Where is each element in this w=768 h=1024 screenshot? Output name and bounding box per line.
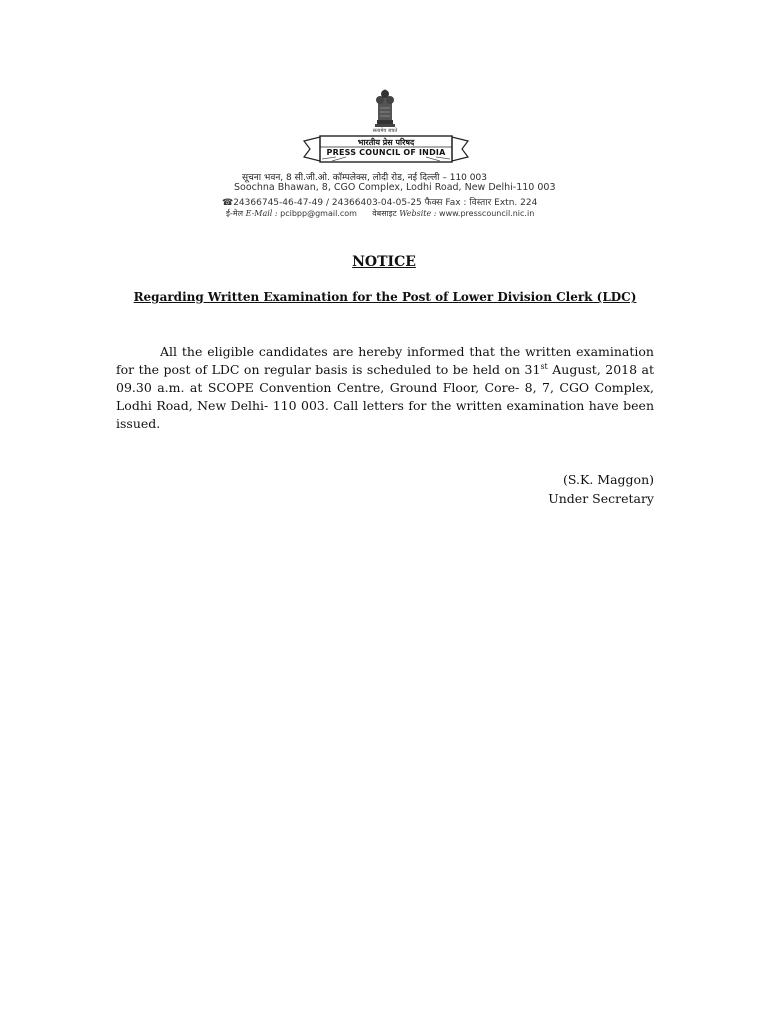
website-link[interactable]: www.presscouncil.nic.in [439, 209, 535, 218]
notice-body-part2: August, 2018 at 09.30 a.m. at SCOPE Convention Centre, Ground Floor, Core- 8, 7, CGO Complex, Lodhi Road, New Delhi- 110 003. Call letters for the written examination have been issued. [116, 362, 655, 431]
contact-line [226, 208, 558, 219]
letterhead [220, 84, 556, 224]
email-label-hindi: ई-मेल [226, 209, 244, 218]
email-label: E-Mail : [245, 209, 278, 218]
date-ordinal-superscript: st [540, 361, 548, 371]
email-address[interactable]: pcibpp@gmail.com [280, 209, 357, 218]
signatory-title: Under Secretary [548, 491, 654, 506]
signature-block [548, 470, 654, 508]
notice-body [116, 343, 654, 433]
banner-english-name: PRESS COUNCIL OF INDIA [326, 148, 446, 157]
phone-fax-line: ☎24366745-46-47-49 / 24366403-04-05-25 फैक्स Fax : विस्तार Extn. 224 [222, 198, 538, 208]
banner-hindi-name: भारतीय प्रेस परिषद [357, 138, 415, 147]
address-english: Soochna Bhawan, 8, CGO Complex, Lodhi Road, New Delhi-110 003 [234, 182, 556, 193]
notice-title: NOTICE [352, 254, 416, 270]
notice-body-part1: All the eligible candidates are hereby informed that the written examination for the post of LDC on regular basis is scheduled to be held on 31 [116, 344, 654, 377]
website-label: Website : [399, 209, 437, 218]
national-emblem-icon [368, 84, 402, 132]
emblem-motto: सत्यमेव जयते [372, 128, 398, 134]
notice-subject: Regarding Written Examination for the Post of Lower Division Clerk (LDC) [133, 290, 637, 304]
signatory-name: (S.K. Maggon) [563, 472, 654, 487]
website-label-hindi: वेबसाइट [372, 209, 397, 218]
address-hindi: सूचना भवन, 8 सी.जी.ओ. कॉम्पलेक्स, लोदी रोड, नई दिल्ली – 110 003 [242, 173, 487, 183]
